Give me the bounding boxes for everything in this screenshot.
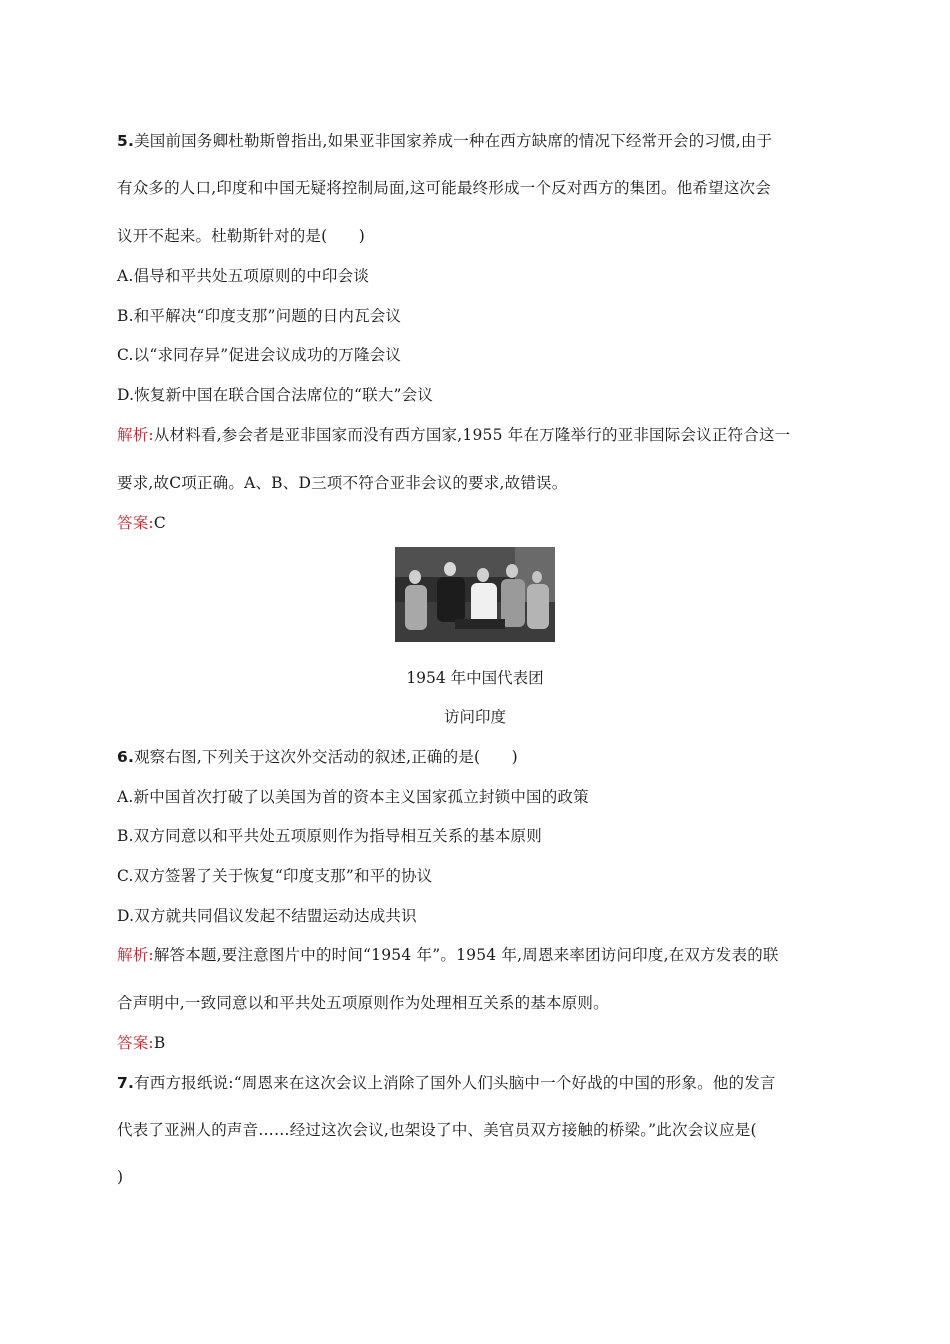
figure-caption-line2: 访问印度 <box>443 708 506 726</box>
q5-analysis-text1: 从材料看,参会者是亚非国家而没有西方国家,1955 年在万隆举行的亚非国际会议正符合这一 <box>153 426 791 444</box>
q7-number: 7. <box>117 1074 135 1092</box>
q6-stem <box>117 746 518 768</box>
figure-caption-line1: 1954 年中国代表团 <box>406 669 544 687</box>
q7-stem-line3: ) <box>117 1168 124 1186</box>
q5-option-a: A.倡导和平共处五项原则的中印会谈 <box>117 267 370 285</box>
q6-answer-label: 答案: <box>117 1034 154 1052</box>
q6-analysis-line1 <box>117 944 779 966</box>
q7-stem-line2: 代表了亚洲人的声音……经过这次会议,也架设了中、美官员双方接触的桥梁。”此次会议应是( <box>117 1121 757 1139</box>
q5-stem-line3: 议开不起来。杜勒斯针对的是( ) <box>117 227 365 245</box>
q6-option-d: D.双方就共同倡议发起不结盟运动达成共识 <box>117 907 417 925</box>
q5-analysis-line1 <box>117 424 790 446</box>
q6-option-b: B.双方同意以和平共处五项原则作为指导相互关系的基本原则 <box>117 827 542 845</box>
q6-option-a: A.新中国首次打破了以美国为首的资本主义国家孤立封锁中国的政策 <box>117 788 589 806</box>
q6-option-c: C.双方签署了关于恢复“印度支那”和平的协议 <box>117 867 433 885</box>
q6-analysis-text1: 解答本题,要注意图片中的时间“1954 年”。1954 年,周恩来率团访问印度,在双方发表的联 <box>153 946 779 964</box>
q6-answer <box>117 1032 165 1054</box>
q6-analysis-line2: 合声明中,一致同意以和平共处五项原则作为处理相互关系的基本原则。 <box>117 994 609 1012</box>
q5-analysis-line2: 要求,故C项正确。A、B、D三项不符合亚非会议的要求,故错误。 <box>117 474 568 492</box>
q6-answer-value: B <box>153 1034 166 1052</box>
q6-number: 6. <box>117 748 135 766</box>
q5-number: 5. <box>117 132 135 150</box>
q6-analysis-label: 解析: <box>117 946 154 964</box>
q5-answer <box>117 512 166 534</box>
q5-option-c: C.以“求同存异”促进会议成功的万隆会议 <box>117 346 402 364</box>
q5-stem-text1: 美国前国务卿杜勒斯曾指出,如果亚非国家养成一种在西方缺席的情况下经常开会的习惯,由于 <box>134 132 773 150</box>
q5-answer-label: 答案: <box>117 514 154 532</box>
q5-option-d: D.恢复新中国在联合国合法席位的“联大”会议 <box>117 386 434 404</box>
q5-answer-value: C <box>153 514 166 532</box>
q6-stem-text: 观察右图,下列关于这次外交活动的叙述,正确的是( ) <box>134 748 518 766</box>
q5-stem-line1 <box>117 130 772 152</box>
q5-stem-line2: 有众多的人口,印度和中国无疑将控制局面,这可能最终形成一个反对西方的集团。他希望这次会 <box>117 179 771 197</box>
q7-stem-text1: 有西方报纸说:“周恩来在这次会议上消除了国外人们头脑中一个好战的中国的形象。他的发言 <box>134 1074 776 1092</box>
q5-analysis-label: 解析: <box>117 426 154 444</box>
delegation-photo <box>395 547 555 642</box>
q5-option-b: B.和平解决“印度支那”问题的日内瓦会议 <box>117 307 402 325</box>
q7-stem-line1 <box>117 1072 776 1094</box>
